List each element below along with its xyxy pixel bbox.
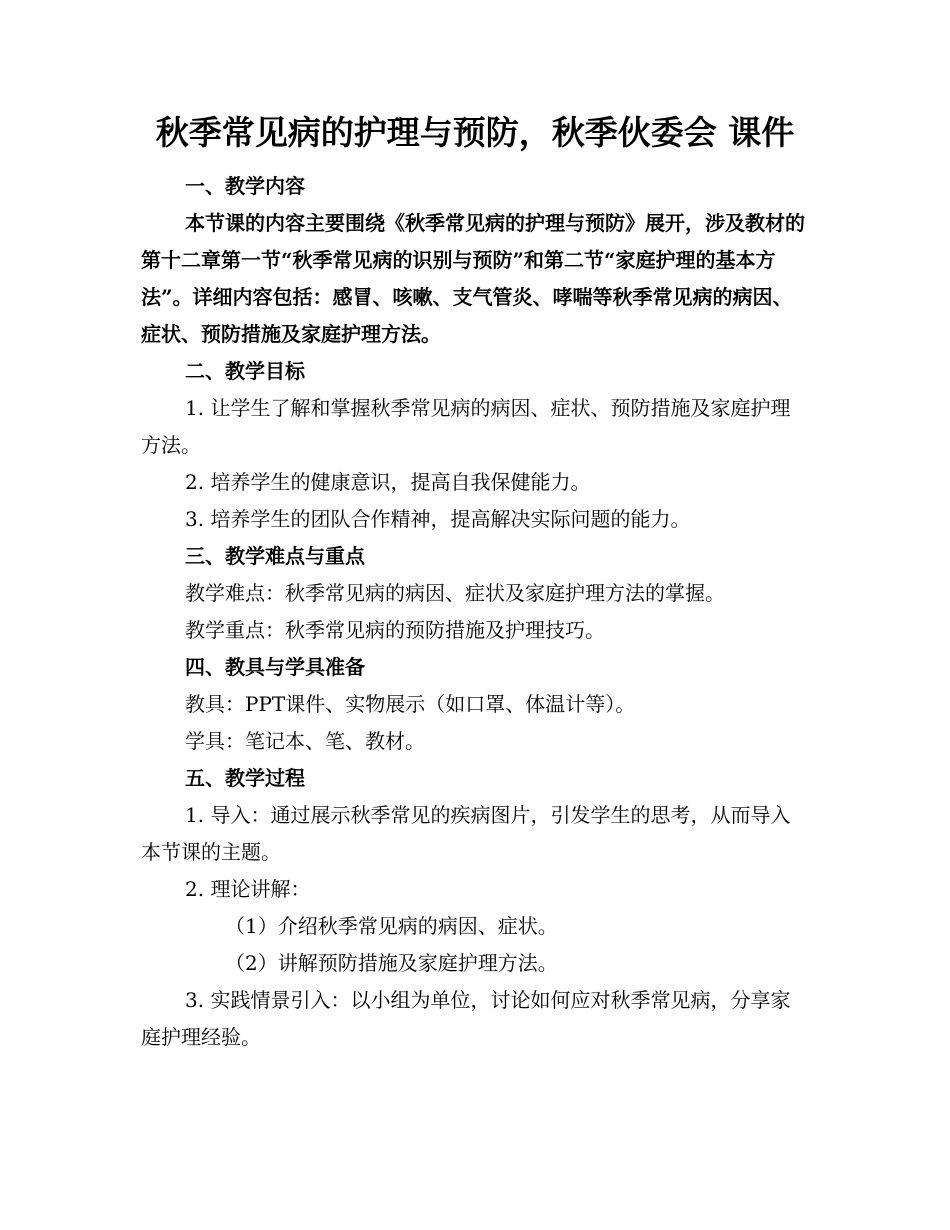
focus-text: 教学重点：秋季常见病的预防措施及护理技巧。 xyxy=(185,618,605,642)
section-heading-tools: 四、教具与学具准备 xyxy=(185,655,365,679)
difficulty-text: 教学难点：秋季常见病的病因、症状及家庭护理方法的掌握。 xyxy=(185,581,725,605)
process-step-3: 3. 实践情景引入：以小组为单位，讨论如何应对秋季常见病，分享家庭护理经验。 xyxy=(141,988,791,1049)
objective-item-1: 1. 让学生了解和掌握秋季常见病的病因、症状、预防措施及家庭护理方法。 xyxy=(141,396,791,457)
section-heading-process: 五、教学过程 xyxy=(185,766,305,790)
section-heading-difficulties: 三、教学难点与重点 xyxy=(185,544,365,568)
section-heading-objectives: 二、教学目标 xyxy=(185,359,305,383)
content-paragraph: 本节课的内容主要围绕《秋季常见病的护理与预防》展开，涉及教材的第十二章第一节“秋季常见病的识别与预防”和第二节“家庭护理的基本方法”。详细内容包括：感冒、咳嗽、支气管炎、哮喘等秋季常见病的病因、症状、预防措施及家庭护理方法。 xyxy=(141,211,805,346)
process-step-1: 1. 导入：通过展示秋季常见的疾病图片，引发学生的思考，从而导入本节课的主题。 xyxy=(141,803,791,864)
teacher-tools-text: 教具：PPT课件、实物展示（如口罩、体温计等）。 xyxy=(185,692,636,716)
process-step-2: 2. 理论讲解： xyxy=(185,877,311,901)
document-body xyxy=(141,168,805,1056)
section-heading-content: 一、教学内容 xyxy=(185,174,305,198)
student-tools-text: 学具：笔记本、笔、教材。 xyxy=(185,729,425,753)
objective-item-3: 3. 培养学生的团队合作精神，提高解决实际问题的能力。 xyxy=(185,507,691,531)
document-title: 秋季常见病的护理与预防，秋季伙委会 课件 xyxy=(155,113,795,152)
process-step-2-sub-2: （2）讲解预防措施及家庭护理方法。 xyxy=(225,951,558,975)
objective-item-2: 2. 培养学生的健康意识，提高自我保健能力。 xyxy=(185,470,591,494)
process-step-2-sub-1: （1）介绍秋季常见病的病因、症状。 xyxy=(225,914,558,938)
